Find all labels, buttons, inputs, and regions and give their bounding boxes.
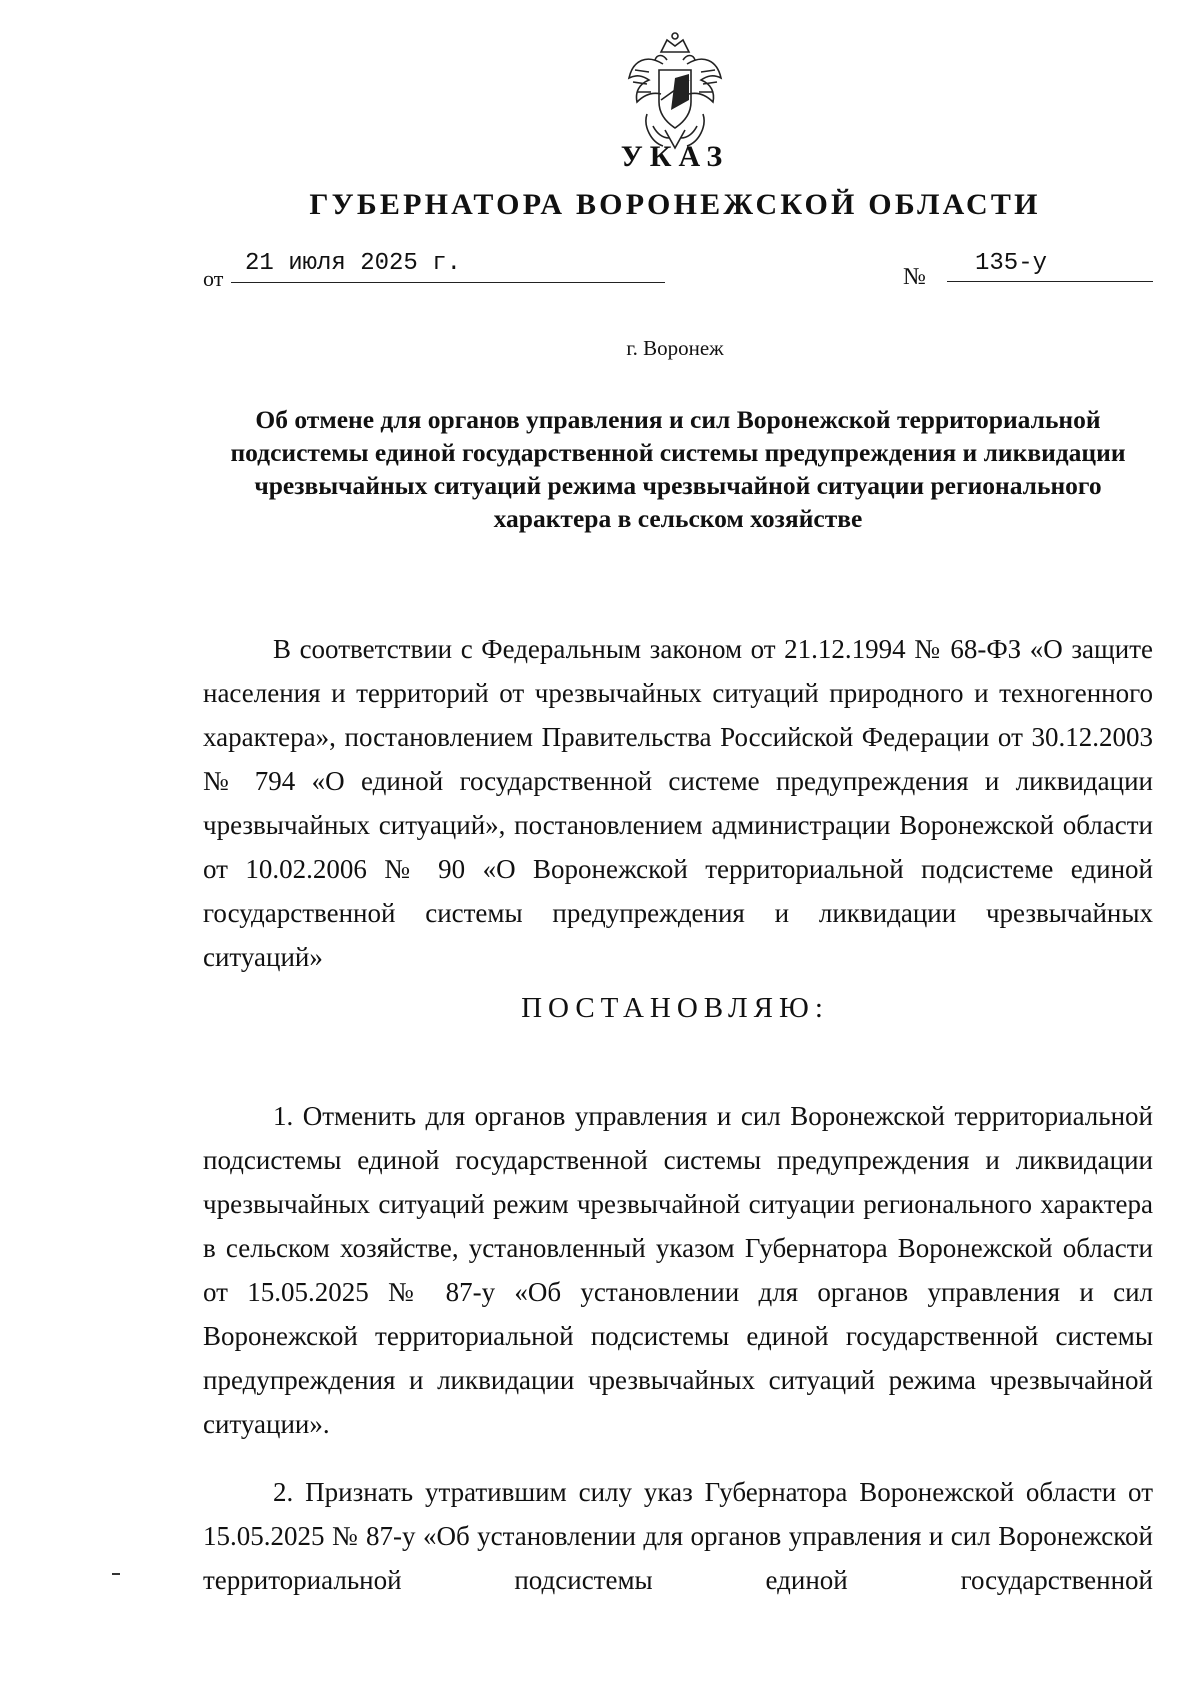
margin-mark (112, 1573, 120, 1575)
document-date: 21 июля 2025 г. (231, 250, 665, 283)
date-prefix: от (203, 266, 224, 291)
item-2-paragraph: 2. Признать утратившим силу указ Губернатора Воронежской области от 15.05.2025 № 87-у «Об установлении для органов управления и сил Воронежской территориальной подсистемы единой государственной (203, 1477, 1153, 1595)
city-label: г. Воронеж (626, 336, 724, 360)
decree-heading: ПОСТАНОВЛЯЮ: (521, 992, 829, 1024)
coat-of-arms-icon (623, 30, 727, 158)
issuer-title: ГУБЕРНАТОРА ВОРОНЕЖСКОЙ ОБЛАСТИ (309, 188, 1041, 221)
preamble-paragraph: В соответствии с Федеральным законом от 21.12.1994 № 68-ФЗ «О защите населения и территорий от чрезвычайных ситуаций природного и техногенного характера», постановлением Правительства Российской Федерации от 30.12.2003 № 794 «О единой государственной системе предупреждения и ликвидации чрезвычайных ситуаций», постановлением администрации Воронежской области от 10.02.2006 № 90 «О Воронежской территориальной подсистеме единой государственной системы предупреждения и ликвидации чрезвычайных ситуаций» (203, 634, 1153, 972)
item-1-paragraph: 1. Отменить для органов управления и сил Воронежской территориальной подсистемы единой государственной системы предупреждения и ликвидации чрезвычайных ситуаций режим чрезвычайной ситуации регионального характера в сельском хозяйстве, установленный указом Губернатора Воронежской области от 15.05.2025 № 87-у «Об установлении для органов управления и сил Воронежской территориальной подсистемы единой государственной системы предупреждения и ликвидации чрезвычайных ситуаций режима чрезвычайной ситуации». (203, 1101, 1153, 1439)
date-number-row (203, 250, 1153, 290)
document-type-title: УКАЗ (620, 140, 730, 173)
number-prefix: № (903, 264, 926, 290)
document-title: Об отмене для органов управления и сил Воронежской территориальной подсистемы единой государственной системы предупреждения и ликвидации чрезвычайных ситуаций режима чрезвычайной ситуации регионального характера в сельском хозяйстве (230, 405, 1126, 533)
document-number: 135-у (947, 250, 1153, 282)
